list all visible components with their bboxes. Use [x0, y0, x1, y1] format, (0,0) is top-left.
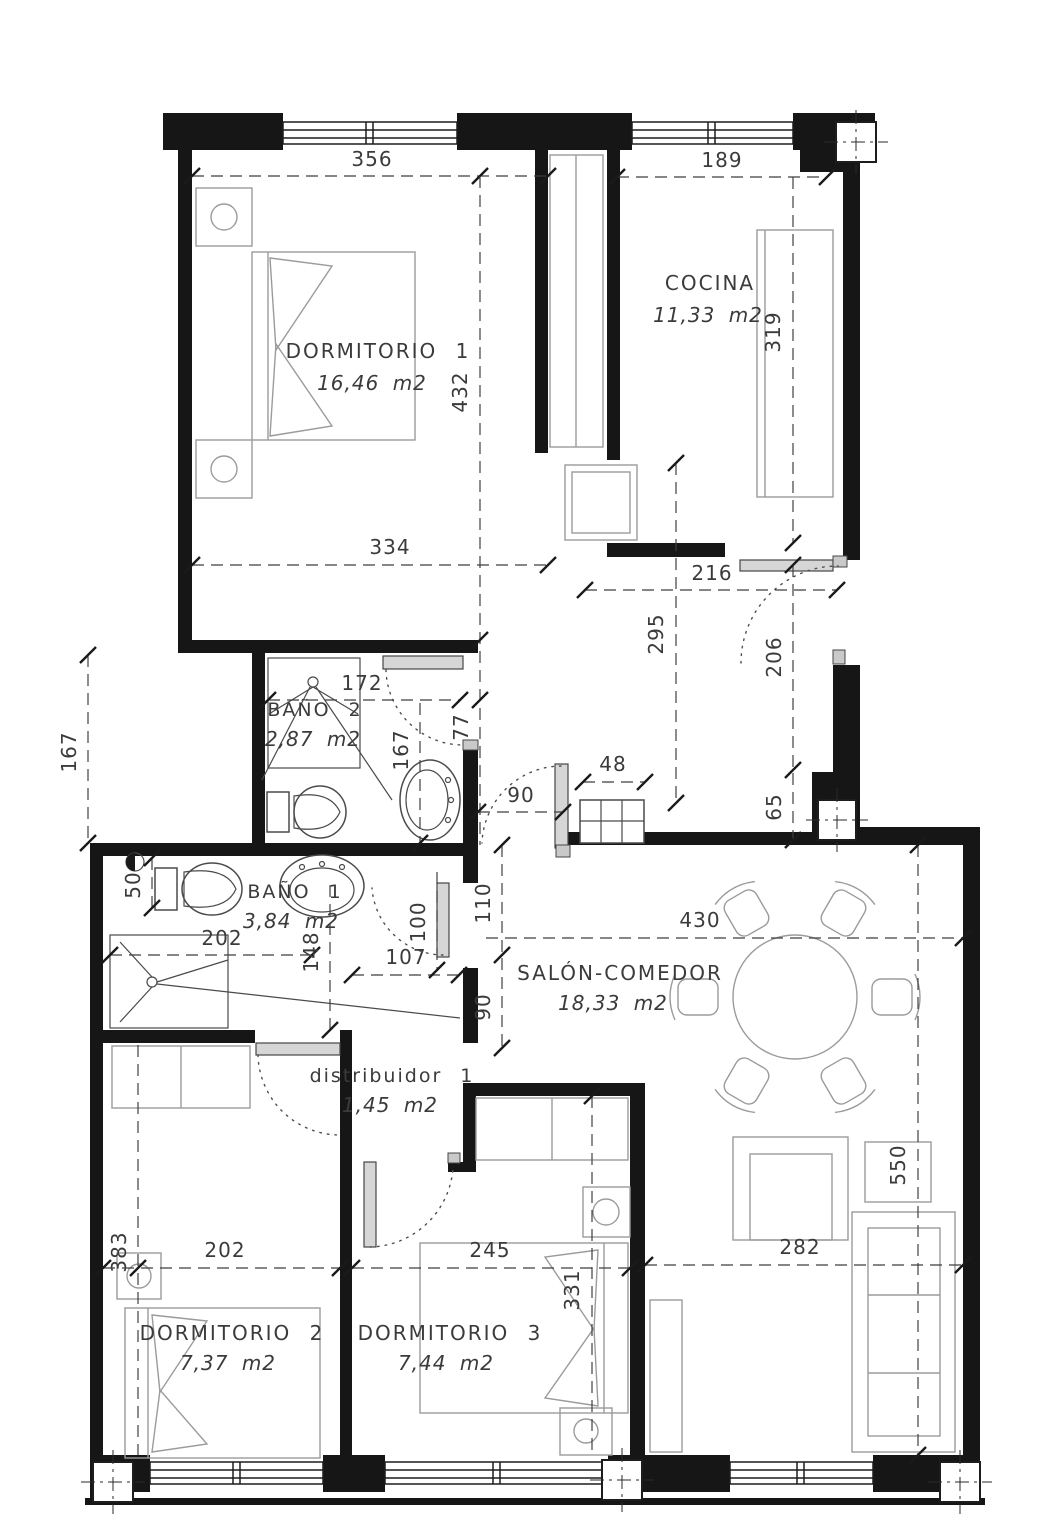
room-area-dormitorio2: 7,37 m2	[179, 1351, 277, 1375]
room-area-distribuidor1: 1,45 m2	[341, 1093, 439, 1117]
dim-value: 90	[507, 783, 535, 807]
dim-value: 334	[369, 535, 411, 559]
sink-bano2	[400, 760, 460, 840]
dim-value: 110	[471, 882, 495, 924]
room-label-cocina: COCINA	[664, 271, 756, 295]
room-label-bano1: BAÑO 1	[247, 881, 343, 903]
dim-value: 77	[449, 713, 473, 741]
dim-value: 202	[201, 926, 243, 950]
room-label-bano2: BAÑO 2	[267, 699, 363, 721]
toilet-bano1	[155, 863, 242, 915]
dim-value: 48	[599, 752, 627, 776]
dim-value: 430	[679, 908, 721, 932]
dim-value: 282	[779, 1235, 821, 1259]
dim-value: 107	[385, 945, 427, 969]
dim-value: 356	[351, 147, 393, 171]
dim-value: 331	[560, 1269, 584, 1311]
shaft-closet	[580, 800, 644, 843]
dim-value: 167	[57, 731, 81, 773]
toilet-bano2	[267, 786, 346, 838]
dim-value: 432	[448, 371, 472, 413]
room-area-dormitorio3: 7,44 m2	[397, 1351, 495, 1375]
dim-value: 100	[406, 901, 430, 943]
dim-value: 319	[761, 311, 785, 353]
room-label-distribuidor1: distribuidor 1	[309, 1065, 475, 1087]
room-label-salon: SALÓN-COMEDOR	[517, 961, 723, 985]
room-area-salon: 18,33 m2	[558, 991, 668, 1015]
room-label-dormitorio1: DORMITORIO 1	[285, 339, 471, 363]
dim-value: 550	[886, 1144, 910, 1186]
dim-value: 216	[691, 561, 733, 585]
room-area-dormitorio1: 16,46 m2	[317, 371, 427, 395]
dim-value: 245	[469, 1238, 511, 1262]
dim-value: 148	[299, 931, 323, 973]
room-label-dormitorio2: DORMITORIO 2	[139, 1321, 325, 1345]
room-label-dormitorio3: DORMITORIO 3	[357, 1321, 543, 1345]
dim-value: 172	[341, 671, 383, 695]
dim-value: 383	[107, 1231, 131, 1273]
dim-value: 189	[701, 148, 743, 172]
dim-value: 206	[762, 636, 786, 678]
dim-value: 90	[471, 993, 495, 1021]
dim-value: 50	[121, 871, 145, 899]
room-area-bano2: 2,87 m2	[264, 727, 362, 751]
dim-value: 65	[762, 793, 786, 821]
room-area-cocina: 11,33 m2	[653, 303, 763, 327]
room-area-bano1: 3,84 m2	[242, 909, 340, 933]
dim-value: 167	[389, 729, 413, 771]
dim-value: 202	[204, 1238, 246, 1262]
dim-value: 295	[644, 613, 668, 655]
